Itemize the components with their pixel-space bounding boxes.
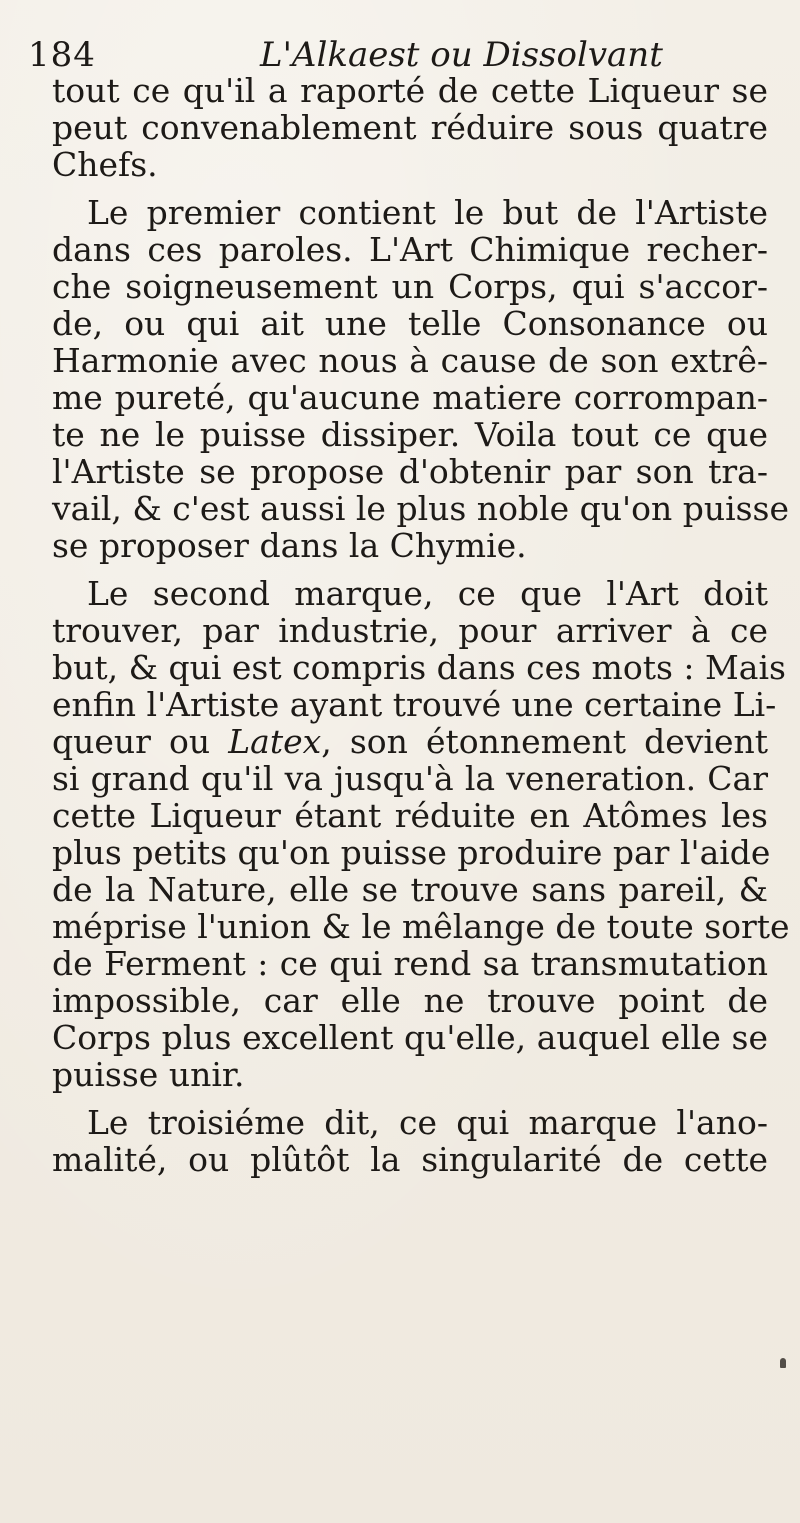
text-line: trouver, par industrie, pour arriver à ce — [52, 611, 768, 650]
text-line: plus petits qu'on puisse produire par l'aide — [52, 833, 771, 872]
text-line: se proposer dans la Chymie. — [52, 526, 527, 565]
text-line: puisse unir. — [52, 1055, 245, 1094]
text-line: enfin l'Artiste ayant trouvé une certaine Li- — [52, 685, 777, 724]
text-line: dans ces paroles. L'Art Chimique recher- — [52, 230, 768, 269]
body-text — [52, 71, 790, 1179]
text-line: de, ou qui ait une telle Consonance ou — [52, 304, 768, 343]
text-line: Le troisiéme dit, ce qui marque l'ano- — [87, 1103, 768, 1142]
text-line: queur ou Latex, son étonnement devient — [52, 722, 768, 761]
text-line: tout ce qu'il a raporté de cette Liqueur se — [52, 71, 768, 110]
ink-mark — [780, 1358, 786, 1368]
text-line: but, & qui est compris dans ces mots : Mais — [52, 648, 786, 687]
text-line: me pureté, qu'aucune matiere corrompan- — [52, 378, 768, 417]
text-line: Chefs. — [52, 145, 158, 184]
text-line: vail, & c'est aussi le plus noble qu'on puisse — [52, 489, 790, 528]
text-line: te ne le puisse dissiper. Voila tout ce que — [52, 415, 768, 454]
text-line: si grand qu'il va jusqu'à la veneration. Car — [52, 759, 768, 798]
text-line: Harmonie avec nous à cause de son extrê- — [52, 341, 768, 380]
text-line: peut convenablement réduire sous quatre — [52, 108, 768, 147]
text-line: cette Liqueur étant réduite en Atômes les — [52, 796, 768, 835]
text-line: méprise l'union & le mêlange de toute sorte — [52, 907, 790, 946]
text-line: de la Nature, elle se trouve sans pareil, & — [52, 870, 768, 909]
text-line: Le premier contient le but de l'Artiste — [87, 193, 768, 232]
text-line: de Ferment : ce qui rend sa transmutation — [52, 944, 768, 983]
text-line: impossible, car elle ne trouve point de — [52, 981, 768, 1020]
page-number: 184 — [28, 35, 96, 75]
text-line: Le second marque, ce que l'Art doit — [87, 574, 768, 613]
text-line: Corps plus excellent qu'elle, auquel elle se — [52, 1018, 768, 1057]
text-line: malité, ou plûtôt la singularité de cette — [52, 1140, 768, 1179]
italic-word: Latex — [228, 722, 322, 761]
running-title: L'Alkaest ou Dissolvant — [260, 35, 663, 75]
text-line: l'Artiste se propose d'obtenir par son tra- — [52, 452, 768, 491]
text-line: che soigneusement un Corps, qui s'accor- — [52, 267, 768, 306]
